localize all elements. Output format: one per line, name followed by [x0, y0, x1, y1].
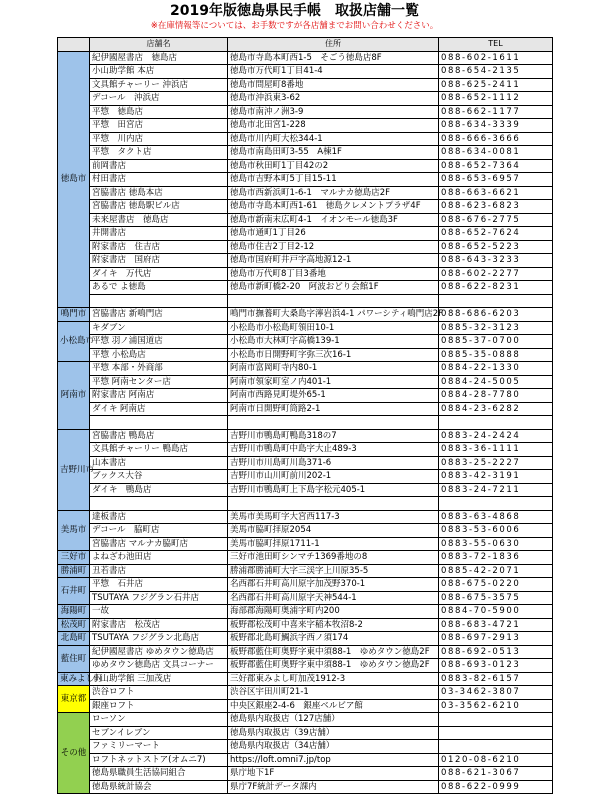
store-name-cell: 徳島県統計協会 [90, 780, 228, 794]
address-cell: 県庁7F統計データ課内 [228, 780, 439, 794]
table-row [58, 672, 553, 686]
address-cell: 吉野川市川島町川島371-6 [228, 456, 439, 470]
region-cell: 徳島市 [58, 51, 90, 308]
address-cell: 阿南市西路見町堤外65-1 [228, 389, 439, 403]
store-name-cell: 文具館チャーリー 鴨島店 [90, 443, 228, 457]
table-row [58, 294, 553, 308]
tel-cell: 088-643-3233 [439, 254, 553, 268]
address-cell: 吉野川市鴨島町中島字大止489-3 [228, 443, 439, 457]
address-cell: 小松島市日開野町字弥三次16-1 [228, 348, 439, 362]
address-cell: 県庁地下1F [228, 767, 439, 781]
table-row [58, 483, 553, 497]
tel-cell: 088-652-7364 [439, 159, 553, 173]
address-cell: 勝浦郡勝浦町大字三渓字上川原35-5 [228, 564, 439, 578]
table-row [58, 591, 553, 605]
address-cell: 板野郡松茂町中喜来字稲本牧沼8-2 [228, 618, 439, 632]
address-cell: 吉野川市鴨島町鴨島318の7 [228, 429, 439, 443]
store-name-cell: 丑若書店 [90, 564, 228, 578]
address-cell: 徳島市寺島本町西1-5 そごう徳島店8F [228, 51, 439, 65]
address-cell: 中央区銀座2-4-6 銀座ベルビア館 [228, 699, 439, 713]
table-row [58, 321, 553, 335]
address-cell [228, 294, 439, 308]
region-cell: 阿南市 [58, 362, 90, 430]
store-name-cell [90, 416, 228, 430]
tel-cell: 0883-72-1836 [439, 551, 553, 565]
store-name-cell: ロフトネットストア(オムニ7) [90, 753, 228, 767]
store-name-cell: デコール 脇町店 [90, 524, 228, 538]
table-row [58, 362, 553, 376]
table-row [58, 281, 553, 295]
store-name-cell: 宮脇書店 新鳴門店 [90, 308, 228, 322]
table-row [58, 254, 553, 268]
tel-cell: 0883-36-1111 [439, 443, 553, 457]
table-row [58, 240, 553, 254]
tel-cell: 088-602-2277 [439, 267, 553, 281]
table-row [58, 740, 553, 754]
tel-cell: 088-675-0220 [439, 578, 553, 592]
address-cell: 三好郡東みよし町加茂1912-3 [228, 672, 439, 686]
table-row [58, 335, 553, 349]
store-name-cell: 附家書店 阿南店 [90, 389, 228, 403]
store-name-cell: 平惣 川内店 [90, 132, 228, 146]
table-row [58, 119, 553, 133]
tel-cell: 088-623-6823 [439, 200, 553, 214]
tel-cell [439, 726, 553, 740]
store-name-cell: 小山助学館 本店 [90, 65, 228, 79]
tel-cell: 0883-25-2227 [439, 456, 553, 470]
tel-cell: 0884-28-7780 [439, 389, 553, 403]
address-cell: 名西郡石井町高川原字天神544-1 [228, 591, 439, 605]
address-cell: 小松島市小松島町領田10-1 [228, 321, 439, 335]
tel-cell: 0883-55-0630 [439, 537, 553, 551]
table-row [58, 605, 553, 619]
table-row [58, 497, 553, 511]
table-row [58, 200, 553, 214]
address-cell [228, 416, 439, 430]
header-address: 住所 [228, 38, 439, 52]
table-row [58, 713, 553, 727]
tel-cell: 0883-63-4868 [439, 510, 553, 524]
table-row [58, 308, 553, 322]
store-name-cell: 平惣 本部・外商部 [90, 362, 228, 376]
tel-cell [439, 713, 553, 727]
tel-cell: 0885-35-0888 [439, 348, 553, 362]
address-cell: 美馬市脇町拝原2054 [228, 524, 439, 538]
store-name-cell: 渋谷ロフト [90, 686, 228, 700]
address-cell: 阿南市領家町室ノ内401-1 [228, 375, 439, 389]
tel-cell: 088-652-1112 [439, 92, 553, 106]
store-name-cell: 銀座ロフト [90, 699, 228, 713]
table-row [58, 753, 553, 767]
address-cell: 徳島市川内町大松344-1 [228, 132, 439, 146]
table-row [58, 699, 553, 713]
table-row [58, 537, 553, 551]
address-cell: 小松島市大林町字高橋139-1 [228, 335, 439, 349]
tel-cell: 0120-08-6210 [439, 753, 553, 767]
store-name-cell: キダブン [90, 321, 228, 335]
address-cell: 徳島市秋田町1丁目42の2 [228, 159, 439, 173]
tel-cell: 088-662-1177 [439, 105, 553, 119]
table-row [58, 416, 553, 430]
region-cell: 小松島市 [58, 321, 90, 362]
address-cell: 徳島県内取扱店（34店舗） [228, 740, 439, 754]
store-name-cell: よねざわ池田店 [90, 551, 228, 565]
page-title: 2019年版徳島県民手帳 取扱店舗一覧 [170, 3, 419, 19]
address-cell: 徳島市南沖ノ洲3-9 [228, 105, 439, 119]
address-cell: 渋谷区宇田川町21-1 [228, 686, 439, 700]
address-cell: 徳島市万代町1丁目41-4 [228, 65, 439, 79]
stock-notice: ※在庫情報等については、お手数ですが各店舗までお問い合わせください。 [150, 21, 439, 31]
table-body [58, 51, 553, 794]
header-tel: TEL [439, 38, 553, 52]
table-row [58, 159, 553, 173]
table-row [58, 618, 553, 632]
table-row [58, 510, 553, 524]
table-row [58, 402, 553, 416]
table-row [58, 227, 553, 241]
store-name-cell: ファミリーマート [90, 740, 228, 754]
tel-cell: 088-666-3666 [439, 132, 553, 146]
tel-cell [439, 294, 553, 308]
store-name-cell: ブックス大谷 [90, 470, 228, 484]
table-row [58, 389, 553, 403]
address-cell: https://loft.omni7.jp/top [228, 753, 439, 767]
tel-cell: 088-675-3575 [439, 591, 553, 605]
table-header [58, 38, 553, 52]
table-row [58, 470, 553, 484]
address-cell: 吉野川市山川町前川202-1 [228, 470, 439, 484]
tel-cell: 088-683-4721 [439, 618, 553, 632]
address-cell: 板野郡北島町鯛浜字西ノ須174 [228, 632, 439, 646]
region-cell: 吉野川市 [58, 429, 90, 510]
store-table [57, 37, 553, 794]
table-row [58, 524, 553, 538]
address-cell: 徳島県内取扱店（127店舗） [228, 713, 439, 727]
tel-cell: 03-3562-6210 [439, 699, 553, 713]
tel-cell: 088-625-2411 [439, 78, 553, 92]
address-cell: 鳴門市撫養町大桑島字濘岩浜4-1 パワーシティ鳴門店2F [228, 308, 439, 322]
tel-cell: 0883-24-7211 [439, 483, 553, 497]
address-cell: 板野郡藍住町奥野字東中須88-1 ゆめタウン徳島2F [228, 645, 439, 659]
address-cell: 徳島市北田宮1-228 [228, 119, 439, 133]
table-row [58, 65, 553, 79]
store-name-cell: ローソン [90, 713, 228, 727]
store-name-cell: デコール 沖浜店 [90, 92, 228, 106]
tel-cell: 03-3462-3807 [439, 686, 553, 700]
header-region [58, 38, 90, 52]
store-name-cell: 平惣 田宮店 [90, 119, 228, 133]
address-cell: 徳島市新町橋2-20 阿波おどり会館1F [228, 281, 439, 295]
table-row [58, 375, 553, 389]
table-row [58, 348, 553, 362]
address-cell: 徳島市寺島本町西1-61 徳島クレメントプラザ4F [228, 200, 439, 214]
tel-cell: 088-654-2135 [439, 65, 553, 79]
tel-cell: 088-652-5223 [439, 240, 553, 254]
store-name-cell: 平惣 徳島店 [90, 105, 228, 119]
tel-cell: 0885-32-3123 [439, 321, 553, 335]
tel-cell: 088-634-3339 [439, 119, 553, 133]
table-row [58, 632, 553, 646]
region-cell: その他 [58, 713, 90, 794]
store-name-cell: 宮脇書店 鴨島店 [90, 429, 228, 443]
tel-cell: 088-622-0999 [439, 780, 553, 794]
tel-cell: 0885-37-0700 [439, 335, 553, 349]
store-name-cell: 宮脇書店 徳島駅ビル店 [90, 200, 228, 214]
address-cell: 三好市池田町シンマチ1369番地の8 [228, 551, 439, 565]
address-cell: 阿南市富岡町寺内80-1 [228, 362, 439, 376]
address-cell: 徳島市国府町井戸字高地源12-1 [228, 254, 439, 268]
tel-cell: 088-652-7624 [439, 227, 553, 241]
address-cell: 阿南市日開野町筒路2-1 [228, 402, 439, 416]
store-name-cell: ダイキ 万代店 [90, 267, 228, 281]
region-cell: 東みよし町 [58, 672, 90, 686]
table-row [58, 267, 553, 281]
table-row [58, 186, 553, 200]
address-cell: 徳島市西新浜町1-6-1 マルナカ徳島店2F [228, 186, 439, 200]
store-name-cell: 平惣 羽ノ浦国道店 [90, 335, 228, 349]
tel-cell: 088-692-0513 [439, 645, 553, 659]
store-name-cell [90, 497, 228, 511]
store-name-cell: TSUTAYA フジグラン石井店 [90, 591, 228, 605]
address-cell: 徳島市問屋町8番地 [228, 78, 439, 92]
tel-cell: 0884-70-5900 [439, 605, 553, 619]
tel-cell: 088-621-3067 [439, 767, 553, 781]
table-row [58, 51, 553, 65]
address-cell: 徳島市吉野本町5丁目15-11 [228, 173, 439, 187]
region-cell: 鳴門市 [58, 308, 90, 322]
address-cell [228, 497, 439, 511]
region-cell: 石井町 [58, 578, 90, 605]
table-row [58, 551, 553, 565]
table-row [58, 146, 553, 160]
tel-cell: 0884-24-5005 [439, 375, 553, 389]
tel-cell: 0883-82-6157 [439, 672, 553, 686]
region-cell: 東京都 [58, 686, 90, 713]
tel-cell: 088-622-8231 [439, 281, 553, 295]
store-name-cell: 文具館チャーリー 沖浜店 [90, 78, 228, 92]
store-name-cell: 附家書店 国府店 [90, 254, 228, 268]
store-name-cell: 一故 [90, 605, 228, 619]
region-cell: 北島町 [58, 632, 90, 646]
address-cell: 徳島市南島田町3-55 A棟1F [228, 146, 439, 160]
header-store-name: 店舗名 [90, 38, 228, 52]
tel-cell: 088-653-6957 [439, 173, 553, 187]
address-cell: 美馬市脇町拝原1711-1 [228, 537, 439, 551]
region-cell: 海陽町 [58, 605, 90, 619]
tel-cell: 0884-22-1330 [439, 362, 553, 376]
address-cell: 名西郡石井町高川原字加茂野370-1 [228, 578, 439, 592]
tel-cell: 0885-42-2071 [439, 564, 553, 578]
tel-cell: 0883-42-3191 [439, 470, 553, 484]
table-row [58, 578, 553, 592]
store-name-cell: 宮脇書店 徳島本店 [90, 186, 228, 200]
table-row [58, 686, 553, 700]
table-row [58, 456, 553, 470]
tel-cell: 0883-53-6006 [439, 524, 553, 538]
table-row [58, 645, 553, 659]
address-cell: 板野郡藍住町奥野字東中須88-1 ゆめタウン徳島2F [228, 659, 439, 673]
store-name-cell: 前岡書店 [90, 159, 228, 173]
address-cell: 徳島県内取扱店（39店舗） [228, 726, 439, 740]
store-name-cell: 附家書店 住吉店 [90, 240, 228, 254]
address-cell: 徳島市新南末広町4-1 イオンモール徳島3F [228, 213, 439, 227]
address-cell: 美馬市美馬町字大宮西117-3 [228, 510, 439, 524]
tel-cell [439, 740, 553, 754]
tel-cell: 0884-23-6282 [439, 402, 553, 416]
table-row [58, 767, 553, 781]
region-cell: 松茂町 [58, 618, 90, 632]
region-cell: 三好市 [58, 551, 90, 565]
tel-cell: 088-602-1611 [439, 51, 553, 65]
tel-cell: 088-676-2775 [439, 213, 553, 227]
address-cell: 徳島市住吉2丁目2-12 [228, 240, 439, 254]
store-name-cell: 平惣 石井店 [90, 578, 228, 592]
region-cell: 藍住町 [58, 645, 90, 672]
table-row [58, 780, 553, 794]
store-name-cell: 附家書店 松茂店 [90, 618, 228, 632]
tel-cell: 088-693-0123 [439, 659, 553, 673]
table-row [58, 173, 553, 187]
address-cell: 徳島市万代町8丁目3番地 [228, 267, 439, 281]
store-name-cell: 平惣 小松島店 [90, 348, 228, 362]
store-name-cell: セブンイレブン [90, 726, 228, 740]
store-name-cell: 山本書店 [90, 456, 228, 470]
store-name-cell: 小山助学館 三加茂店 [90, 672, 228, 686]
tel-cell: 088-634-0081 [439, 146, 553, 160]
header-row [58, 38, 553, 52]
store-name-cell: 紀伊國屋書店 徳島店 [90, 51, 228, 65]
store-name-cell: 平惣 阿南センター店 [90, 375, 228, 389]
store-name-cell [90, 294, 228, 308]
table-row [58, 429, 553, 443]
address-cell: 吉野川市鴨島町上下島字松元405-1 [228, 483, 439, 497]
store-name-cell: TSUTAYA フジグラン北島店 [90, 632, 228, 646]
table-row [58, 78, 553, 92]
store-name-cell: あるで よ徳島 [90, 281, 228, 295]
table-row [58, 726, 553, 740]
store-name-cell: 村田書店 [90, 173, 228, 187]
region-cell: 美馬市 [58, 510, 90, 551]
address-cell: 徳島市通町1丁目26 [228, 227, 439, 241]
store-name-cell: ゆめタウン徳島店 文具コーナー [90, 659, 228, 673]
address-cell: 徳島市沖浜東3-62 [228, 92, 439, 106]
table-row [58, 213, 553, 227]
store-name-cell: 紀伊國屋書店 ゆめタウン徳島店 [90, 645, 228, 659]
address-cell: 海部郡海陽町奥浦字町内200 [228, 605, 439, 619]
table-row [58, 659, 553, 673]
table-row [58, 564, 553, 578]
tel-cell: 088-686-6203 [439, 308, 553, 322]
store-name-cell: 徳島県職員生活協同組合 [90, 767, 228, 781]
table-row [58, 92, 553, 106]
region-cell: 勝浦町 [58, 564, 90, 578]
store-name-cell: 未来屋書店 徳島店 [90, 213, 228, 227]
tel-cell [439, 497, 553, 511]
table-row [58, 132, 553, 146]
tel-cell [439, 416, 553, 430]
tel-cell: 088-697-2913 [439, 632, 553, 646]
table-row [58, 443, 553, 457]
tel-cell: 088-663-6621 [439, 186, 553, 200]
store-name-cell: ダイキ 阿南店 [90, 402, 228, 416]
store-name-cell: 平惣 タクト店 [90, 146, 228, 160]
store-name-cell: ダイキ 鴨島店 [90, 483, 228, 497]
table-row [58, 105, 553, 119]
store-name-cell: 達板書店 [90, 510, 228, 524]
tel-cell: 0883-24-2424 [439, 429, 553, 443]
store-name-cell: 井開書店 [90, 227, 228, 241]
store-name-cell: 宮脇書店 マルナカ脇町店 [90, 537, 228, 551]
